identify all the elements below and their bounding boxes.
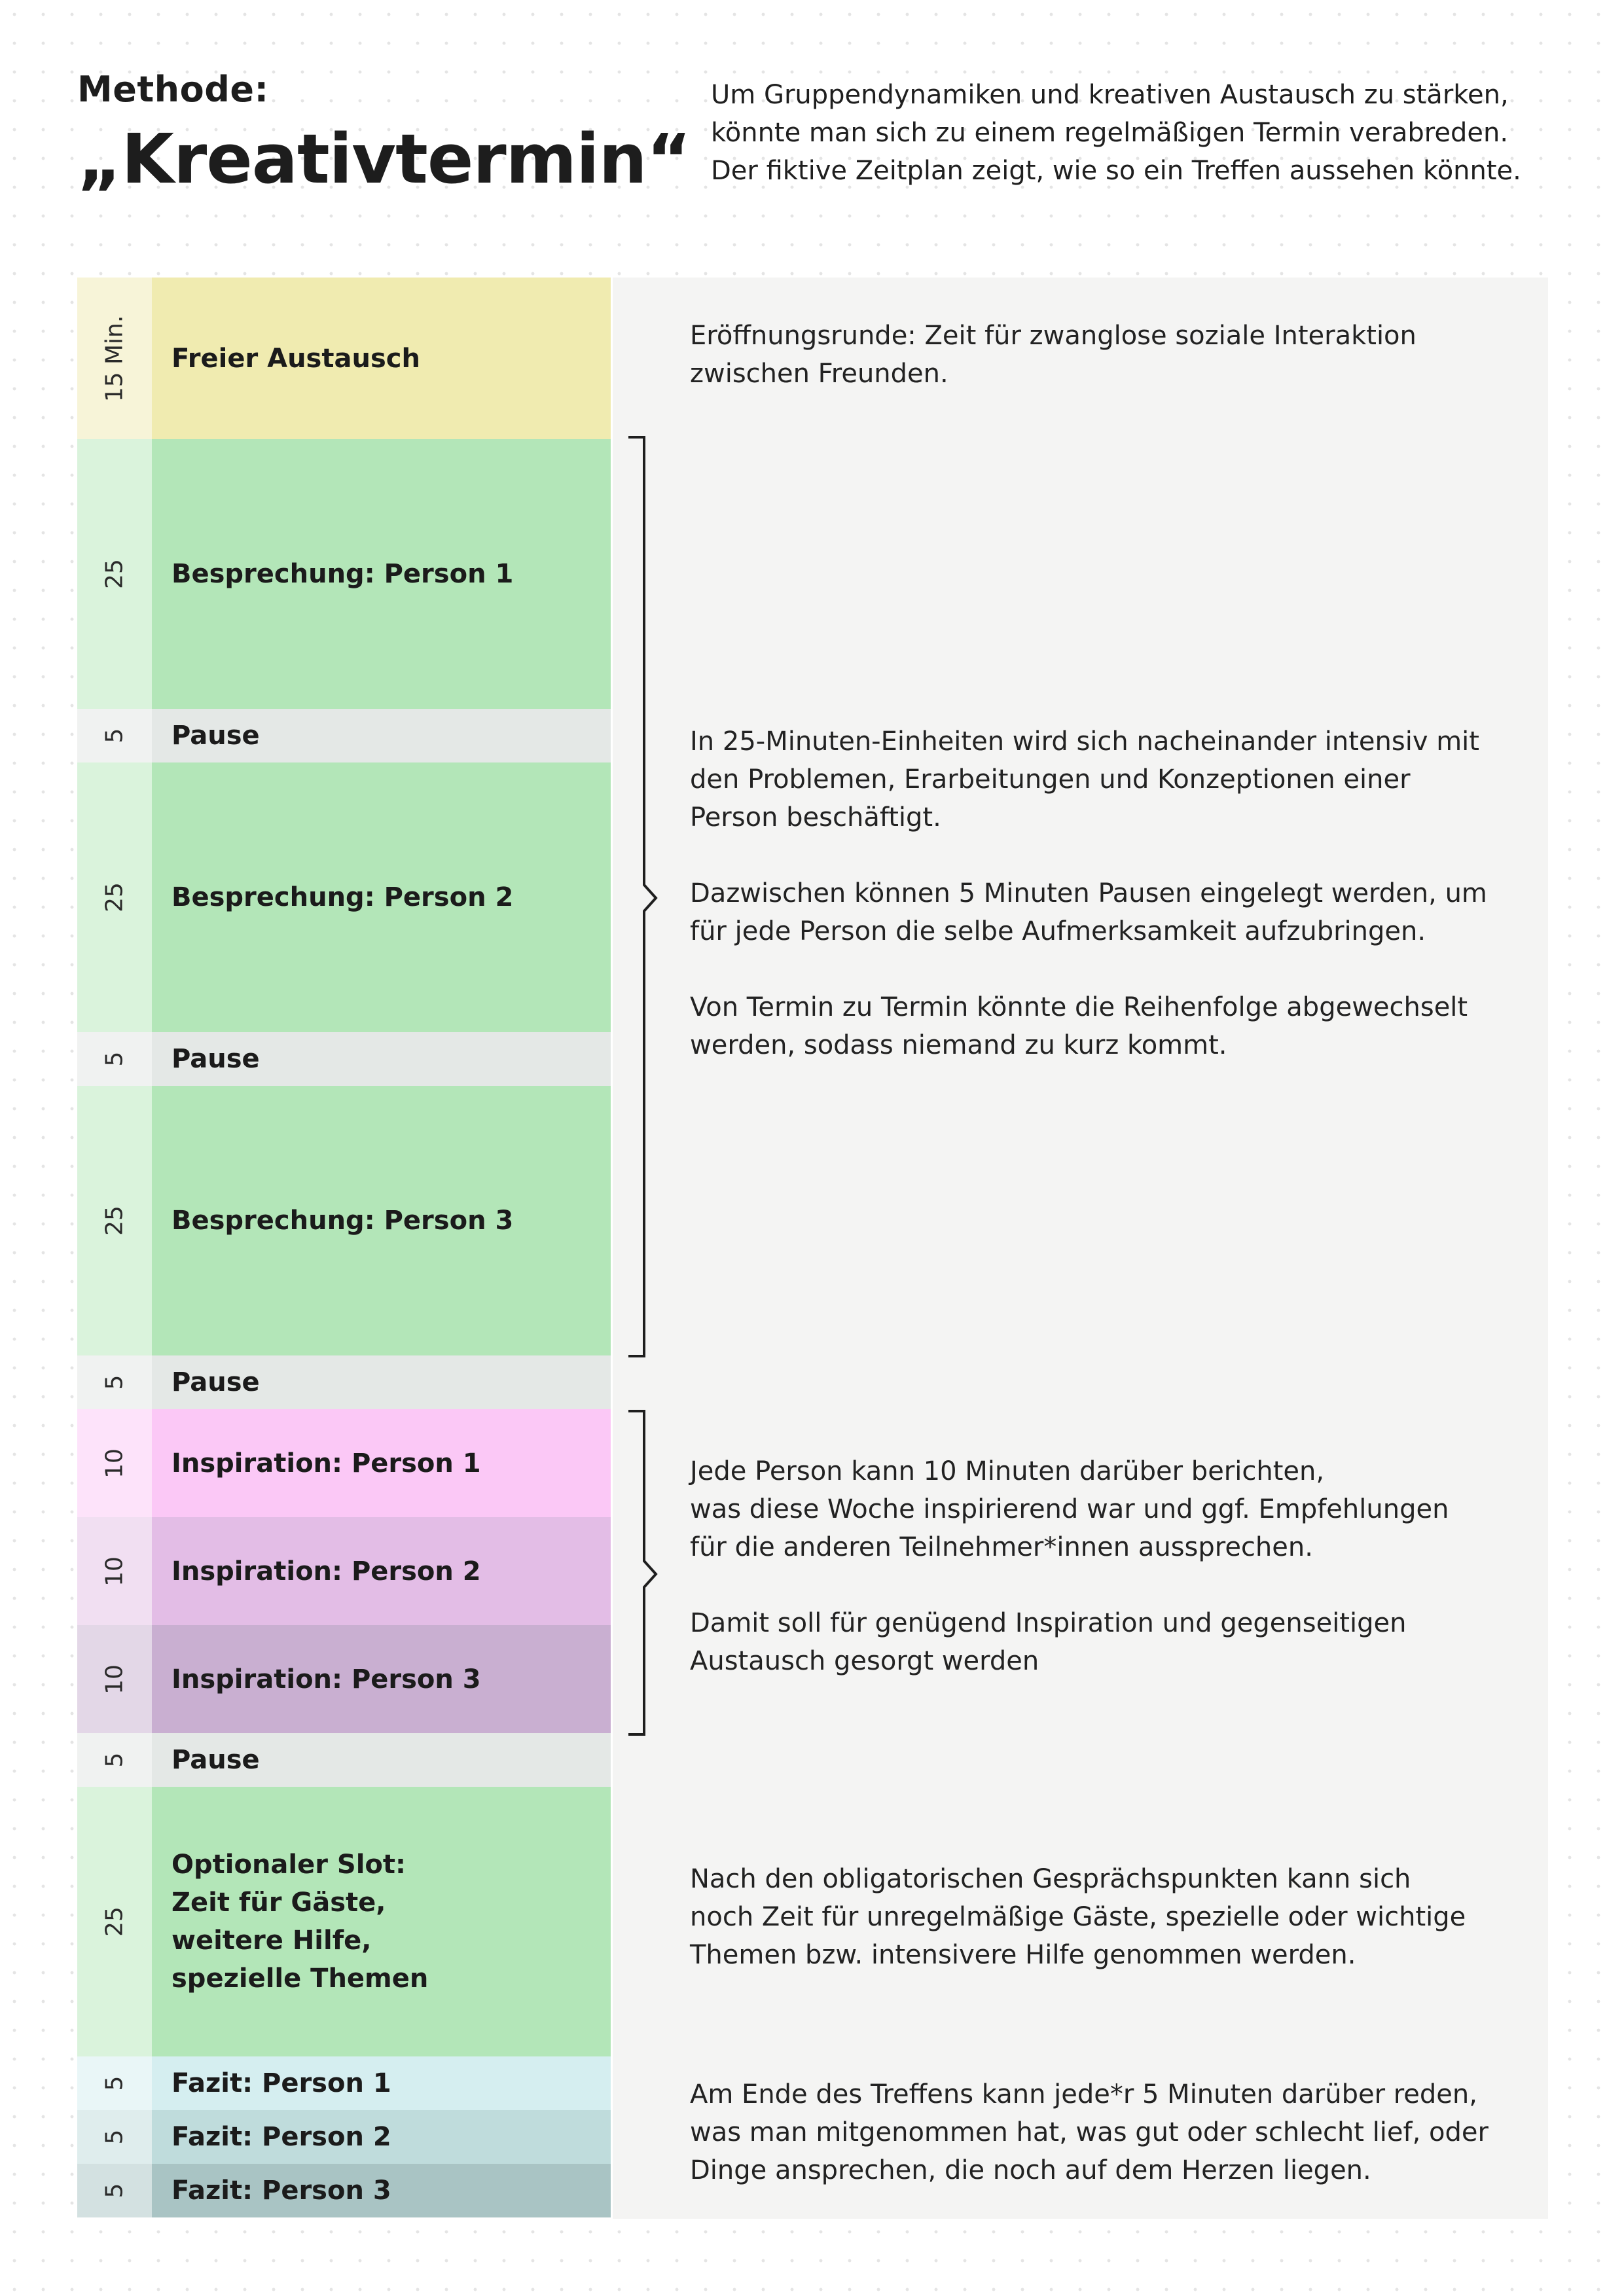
description-line: zwischen Freunden. bbox=[690, 359, 948, 389]
duration-cell bbox=[77, 1733, 152, 1787]
activity-label: Optionaler Slot: Zeit für Gäste, weitere Hilfe, spezielle Themen bbox=[171, 1850, 429, 1994]
activity-cell bbox=[152, 439, 611, 709]
schedule-row bbox=[77, 439, 611, 709]
description-discussion bbox=[690, 723, 1541, 1064]
duration-cell bbox=[77, 1787, 152, 2056]
description-line: Am Ende des Treffens kann jede*r 5 Minuten darüber reden, bbox=[690, 2079, 1477, 2109]
description-closing bbox=[690, 2075, 1541, 2189]
description-inspiration bbox=[690, 1452, 1541, 1680]
duration-label: 15 Min. bbox=[101, 315, 128, 402]
header-title-block bbox=[77, 69, 691, 199]
description-line: Damit soll für genügend Inspiration und gegenseitigen bbox=[690, 1608, 1407, 1638]
schedule-row bbox=[77, 1733, 611, 1787]
duration-label: 5 bbox=[101, 1374, 128, 1390]
duration-cell bbox=[77, 2110, 152, 2164]
duration-label: 5 bbox=[101, 2075, 128, 2091]
duration-label: 25 bbox=[101, 882, 128, 912]
activity-label: Inspiration: Person 3 bbox=[171, 1664, 481, 1695]
activity-cell bbox=[152, 278, 611, 439]
activity-label: Besprechung: Person 3 bbox=[171, 1206, 514, 1236]
page-title: „Kreativtermin“ bbox=[77, 119, 691, 199]
description-paragraph bbox=[690, 317, 1541, 393]
activity-label: Fazit: Person 2 bbox=[171, 2122, 391, 2152]
duration-label: 25 bbox=[101, 559, 128, 589]
description-line: Themen bzw. intensivere Hilfe genommen werden. bbox=[690, 1940, 1356, 1970]
description-line: Person beschäftigt. bbox=[690, 802, 941, 833]
description-line: was man mitgenommen hat, was gut oder schlecht lief, oder bbox=[690, 2117, 1489, 2147]
intro-line: Der fiktive Zeitplan zeigt, wie so ein Treffen aussehen könnte. bbox=[711, 156, 1521, 186]
activity-cell bbox=[152, 2164, 611, 2217]
schedule-row bbox=[77, 1517, 611, 1625]
duration-cell bbox=[77, 1355, 152, 1409]
duration-cell bbox=[77, 1032, 152, 1086]
activity-cell bbox=[152, 1517, 611, 1625]
duration-cell bbox=[77, 2056, 152, 2110]
duration-label: 25 bbox=[101, 1206, 128, 1236]
schedule-row bbox=[77, 2110, 611, 2164]
duration-label: 5 bbox=[101, 728, 128, 744]
activity-cell bbox=[152, 709, 611, 762]
description-line: für die anderen Teilnehmer*innen aussprechen. bbox=[690, 1532, 1313, 1562]
activity-cell bbox=[152, 2056, 611, 2110]
description-line: Nach den obligatorischen Gesprächspunkten kann sich bbox=[690, 1864, 1411, 1894]
intro-text bbox=[711, 76, 1555, 190]
schedule-row bbox=[77, 1625, 611, 1733]
activity-label: Pause bbox=[171, 1367, 260, 1397]
activity-label: Fazit: Person 3 bbox=[171, 2176, 391, 2206]
duration-label: 25 bbox=[101, 1907, 128, 1937]
schedule-row bbox=[77, 2164, 611, 2217]
duration-cell bbox=[77, 1625, 152, 1733]
description-line: In 25-Minuten-Einheiten wird sich nacheinander intensiv mit bbox=[690, 726, 1479, 757]
duration-label: 5 bbox=[101, 1051, 128, 1067]
description-paragraph bbox=[690, 1604, 1541, 1680]
activity-label: Inspiration: Person 1 bbox=[171, 1448, 481, 1479]
activity-cell bbox=[152, 762, 611, 1032]
activity-cell bbox=[152, 1409, 611, 1517]
description-paragraph bbox=[690, 874, 1541, 950]
duration-cell bbox=[77, 762, 152, 1032]
intro-line: könnte man sich zu einem regelmäßigen Termin verabreden. bbox=[711, 118, 1509, 148]
description-paragraph bbox=[690, 1452, 1541, 1566]
duration-cell bbox=[77, 439, 152, 709]
activity-cell bbox=[152, 2110, 611, 2164]
schedule-row bbox=[77, 278, 611, 439]
description-paragraph bbox=[690, 1860, 1541, 1974]
description-line: werden, sodass niemand zu kurz kommt. bbox=[690, 1030, 1227, 1060]
duration-cell bbox=[77, 1086, 152, 1355]
activity-cell bbox=[152, 1086, 611, 1355]
activity-label: Pause bbox=[171, 1745, 260, 1775]
activity-label: Freier Austausch bbox=[171, 343, 420, 374]
activity-cell bbox=[152, 1355, 611, 1409]
schedule-row bbox=[77, 1787, 611, 2056]
method-label: Methode: bbox=[77, 69, 269, 110]
schedule-row bbox=[77, 709, 611, 762]
duration-cell bbox=[77, 278, 152, 439]
activity-label: Besprechung: Person 1 bbox=[171, 559, 514, 589]
description-line: Austausch gesorgt werden bbox=[690, 1646, 1039, 1676]
schedule-row bbox=[77, 1355, 611, 1409]
description-line: für jede Person die selbe Aufmerksamkeit aufzubringen. bbox=[690, 916, 1426, 946]
duration-label: 10 bbox=[101, 1664, 128, 1695]
activity-label: Besprechung: Person 2 bbox=[171, 882, 514, 912]
schedule-row bbox=[77, 1032, 611, 1086]
activity-cell bbox=[152, 1032, 611, 1086]
activity-label: Pause bbox=[171, 1044, 260, 1074]
description-line: den Problemen, Erarbeitungen und Konzeptionen einer bbox=[690, 764, 1411, 795]
duration-cell bbox=[77, 1517, 152, 1625]
activity-cell bbox=[152, 1787, 611, 2056]
description-line: was diese Woche inspirierend war und ggf. Empfehlungen bbox=[690, 1494, 1449, 1524]
schedule-row bbox=[77, 1086, 611, 1355]
duration-label: 10 bbox=[101, 1556, 128, 1587]
activity-label: Inspiration: Person 2 bbox=[171, 1556, 481, 1587]
duration-label: 5 bbox=[101, 1752, 128, 1768]
description-line: Dinge ansprechen, die noch auf dem Herzen liegen. bbox=[690, 2155, 1371, 2185]
duration-cell bbox=[77, 1409, 152, 1517]
description-opening bbox=[690, 317, 1541, 393]
description-line: Von Termin zu Termin könnte die Reihenfolge abgewechselt bbox=[690, 992, 1468, 1022]
description-paragraph bbox=[690, 988, 1541, 1064]
description-line: Dazwischen können 5 Minuten Pausen eingelegt werden, um bbox=[690, 878, 1487, 908]
duration-cell bbox=[77, 709, 152, 762]
schedule-row bbox=[77, 2056, 611, 2110]
duration-label: 5 bbox=[101, 2129, 128, 2145]
description-line: Jede Person kann 10 Minuten darüber berichten, bbox=[690, 1456, 1325, 1486]
duration-label: 10 bbox=[101, 1448, 128, 1479]
description-paragraph bbox=[690, 2075, 1541, 2189]
duration-cell bbox=[77, 2164, 152, 2217]
description-line: Eröffnungsrunde: Zeit für zwanglose soziale Interaktion bbox=[690, 321, 1416, 351]
description-paragraph bbox=[690, 723, 1541, 836]
description-optional-slot bbox=[690, 1860, 1541, 1974]
activity-label: Pause bbox=[171, 721, 260, 751]
activity-cell bbox=[152, 1625, 611, 1733]
activity-label: Fazit: Person 1 bbox=[171, 2068, 391, 2098]
schedule-row bbox=[77, 762, 611, 1032]
description-line: noch Zeit für unregelmäßige Gäste, spezielle oder wichtige bbox=[690, 1902, 1466, 1932]
duration-label: 5 bbox=[101, 2183, 128, 2198]
intro-line: Um Gruppendynamiken und kreativen Austausch zu stärken, bbox=[711, 80, 1509, 110]
activity-cell bbox=[152, 1733, 611, 1787]
schedule-row bbox=[77, 1409, 611, 1517]
